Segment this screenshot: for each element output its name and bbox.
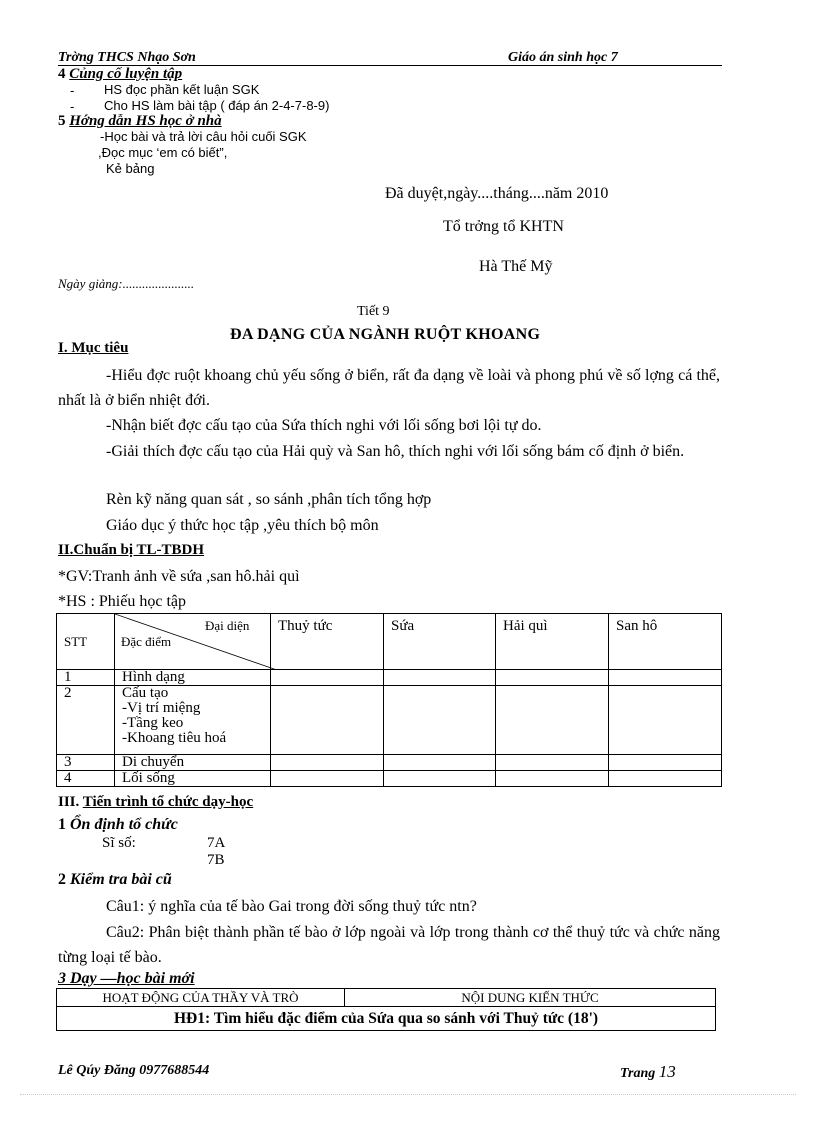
row-label: Lối sống <box>115 771 271 787</box>
row-number: 4 <box>57 771 115 787</box>
col-header: Hải quì <box>496 614 609 670</box>
empty-cell <box>384 686 496 755</box>
section-4-title: Củng cố luyện tập <box>69 66 183 82</box>
row-number: 1 <box>57 670 115 686</box>
question-2: Câu2: Phân biệt thành phần tế bào ở lớp ngoài và lớp trong thành cơ thể thuỷ tức và chức năng từng loại tế bào. <box>58 924 720 966</box>
diagonal-header-cell <box>115 614 271 670</box>
section-4-item-2: Cho HS làm bài tập ( đáp án 2-4-7-8-9) <box>104 98 330 113</box>
objectives-heading: I. Mục tiêu <box>58 340 129 356</box>
empty-cell <box>609 771 722 787</box>
footer-page-label: Trang <box>620 1066 656 1081</box>
header-school: Trờng THCS Nhạo Sơn <box>58 50 196 65</box>
objective-1: -Hiểu đợc ruột khoang chủ yếu sống ở biển, rất đa dạng về loài và phong phú về số lợng cá thể, nhất là ở biển nhiệt đới. <box>58 367 720 409</box>
section-5-number: 5 <box>58 113 66 129</box>
step-2-number: 2 <box>58 871 66 888</box>
step-1-number: 1 <box>58 816 66 833</box>
activity-col-teacher-student: HOẠT ĐỘNG CỦA THẦY VÀ TRÒ <box>57 989 345 1007</box>
row-label: Hình dạng <box>115 670 271 686</box>
footer-author: Lê Qúy Đăng 0977688544 <box>58 1063 210 1078</box>
header-subject: Giáo án sinh học 7 <box>508 50 618 65</box>
step-3-heading: 3 Dạy —học bài mới <box>58 970 195 987</box>
col-stt-header: STT <box>57 614 115 670</box>
row-number: 3 <box>57 755 115 771</box>
bullet-dash-2: - <box>70 99 75 114</box>
empty-cell <box>496 755 609 771</box>
process-heading-number: III. <box>58 794 80 810</box>
empty-cell <box>271 771 384 787</box>
empty-cell <box>496 686 609 755</box>
table-row <box>57 755 722 771</box>
step-2-heading <box>58 871 172 889</box>
section-5-heading <box>58 113 222 130</box>
empty-cell <box>271 670 384 686</box>
bullet-dash-1: - <box>70 83 75 98</box>
activity-hd1: HĐ1: Tìm hiểu đặc điểm của Sứa qua so sánh với Thuỷ tức (18') <box>57 1007 716 1031</box>
table-row <box>57 686 722 755</box>
approval-date: Đã duyệt,ngày....tháng....năm 2010 <box>385 185 609 202</box>
section-4-heading <box>58 66 182 83</box>
class-7b: 7B <box>207 852 225 868</box>
process-heading-title: Tiến trình tổ chức dạy-học <box>82 794 254 810</box>
activity-header-row <box>57 989 716 1007</box>
worksheet-table <box>56 613 722 787</box>
empty-cell <box>271 686 384 755</box>
table-header-row <box>57 614 722 670</box>
objective-5: Giáo dục ý thức học tập ,yêu thích bộ môn <box>106 517 379 534</box>
row-label: Cấu tạo <box>122 685 169 701</box>
prep-student: *HS : Phiếu học tập <box>58 593 186 610</box>
step-1-title: Ổn định tổ chức <box>70 816 178 833</box>
class-7a: 7A <box>207 835 226 851</box>
diagonal-bottom-label: Đặc điểm <box>121 634 172 649</box>
empty-cell <box>609 686 722 755</box>
process-heading <box>58 794 253 811</box>
lesson-title: ĐA DẠNG CỦA NGÀNH RUỘT KHOANG <box>230 326 541 343</box>
objective-3: -Giải thích đợc cấu tạo của Hải quỳ và San hô, thích nghi với lối sống bám cố định ở biển. <box>106 443 685 460</box>
row-label: -Vị trí miệng <box>122 700 201 716</box>
empty-cell <box>384 755 496 771</box>
section-4-item-1: HS đọc phần kết luận SGK <box>104 82 260 97</box>
section-5-line-3: Kẻ bảng <box>106 161 155 176</box>
activity-row <box>57 1007 716 1031</box>
col-header: Thuỷ tức <box>271 614 384 670</box>
empty-cell <box>271 755 384 771</box>
lesson-period: Tiết 9 <box>357 304 390 319</box>
footer-page <box>620 1062 676 1082</box>
activity-col-content: NỘI DUNG KIẾN THỨC <box>345 989 716 1007</box>
section-5-line-2: ,Đọc mục ‘em có biết”, <box>98 145 228 160</box>
diagonal-top-label: Đại diện <box>205 618 250 633</box>
section-4-number: 4 <box>58 66 66 82</box>
section-5-title: Hớng dẫn HS học ở nhà <box>69 113 222 129</box>
row-label-group <box>115 686 271 755</box>
objective-2: -Nhận biết đợc cấu tạo của Sứa thích nghi với lối sống bơi lội tự do. <box>106 417 542 434</box>
step-1-heading <box>58 816 178 834</box>
col-header: San hô <box>609 614 722 670</box>
row-label: Di chuyển <box>115 755 271 771</box>
class-size-label: Sĩ số: <box>102 835 136 851</box>
step-2-title: Kiểm tra bài cũ <box>70 871 172 888</box>
teaching-date: Ngày giảng:...................... <box>58 276 195 291</box>
table-row <box>57 670 722 686</box>
footer-page-number: 13 <box>658 1062 676 1081</box>
empty-cell <box>496 771 609 787</box>
question-1: Câu1: ý nghĩa của tế bào Gai trong đời sống thuỷ tức ntn? <box>106 898 477 915</box>
empty-cell <box>609 670 722 686</box>
row-number: 2 <box>57 686 115 755</box>
approval-name: Hà Thế Mỹ <box>479 258 553 275</box>
row-label: -Khoang tiêu hoá <box>122 730 227 746</box>
empty-cell <box>609 755 722 771</box>
table-row <box>57 771 722 787</box>
activity-table <box>56 988 716 1031</box>
prep-heading: II.Chuẩn bị TL-TBDH <box>58 542 205 558</box>
empty-cell <box>384 670 496 686</box>
section-5-line-1: -Học bài và trả lời câu hỏi cuối SGK <box>100 129 307 144</box>
empty-cell <box>384 771 496 787</box>
page-bottom-edge <box>20 1094 796 1095</box>
approval-role: Tổ trởng tổ KHTN <box>443 218 564 235</box>
row-label: -Tầng keo <box>122 715 184 731</box>
col-header: Sứa <box>384 614 496 670</box>
objective-4: Rèn kỹ năng quan sát , so sánh ,phân tích tổng hợp <box>106 491 432 508</box>
empty-cell <box>496 670 609 686</box>
prep-teacher: *GV:Tranh ảnh về sứa ,san hô.hải quì <box>58 568 300 585</box>
